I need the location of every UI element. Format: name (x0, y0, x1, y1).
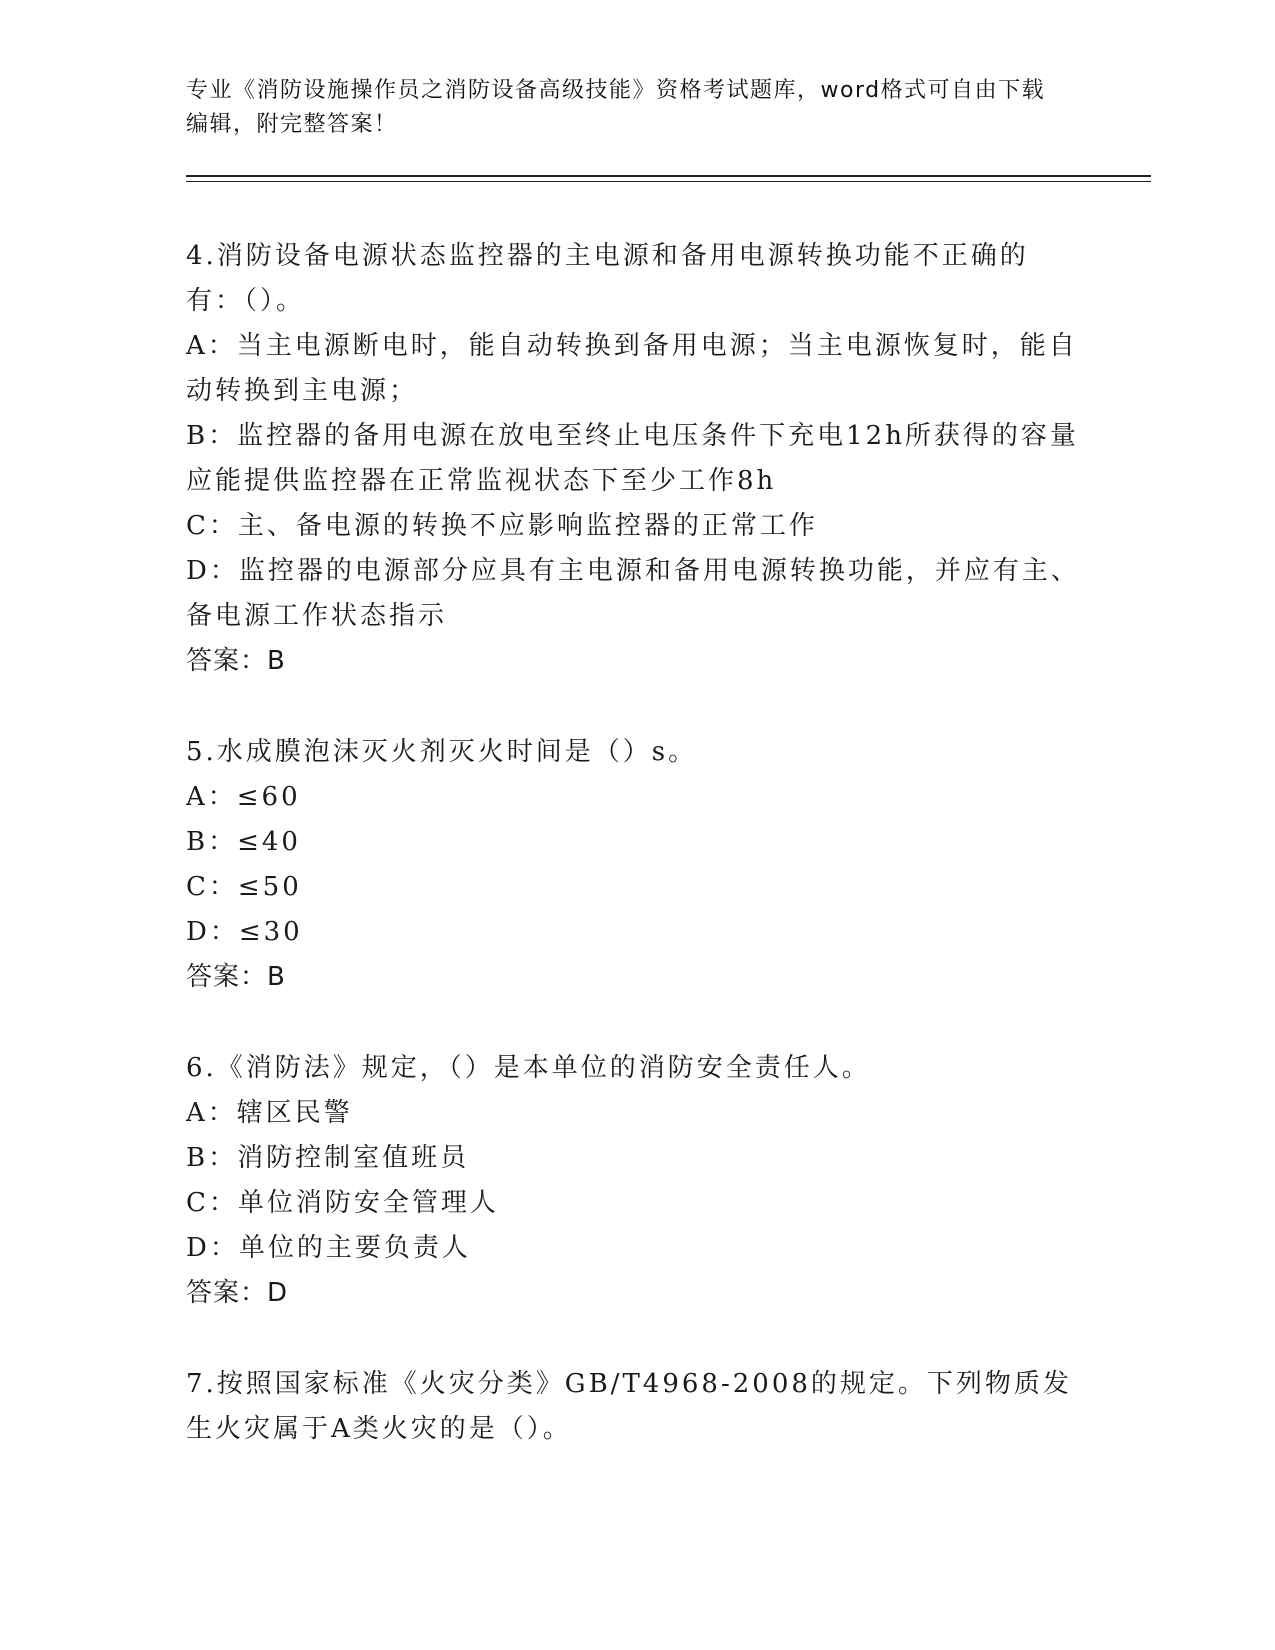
option-d: D：单位的主要负责人 (186, 1233, 471, 1263)
question-stem: 5.水成膜泡沫灭火剂灭火时间是（）s。 (186, 737, 698, 767)
option-a: A：当主电源断电时，能自动转换到备用电源；当主电源恢复时，能自动转换到主电源； (186, 331, 1078, 406)
answer-line: 答案：D (186, 1278, 289, 1308)
option-b: B：消防控制室值班员 (186, 1143, 470, 1173)
question-4 (186, 234, 1086, 684)
option-a: A：辖区民警 (186, 1098, 353, 1128)
option-b: B：监控器的备用电源在放电至终止电压条件下充电12h所获得的容量应能提供监控器在正常监视状态下至少工作8h (186, 421, 1079, 496)
answer-line: 答案：B (186, 646, 286, 676)
document-header: 专业《消防设施操作员之消防设备高级技能》资格考试题库，word格式可自由下载编辑，附完整答案！ (186, 78, 1046, 137)
option-c: C：≤50 (186, 872, 302, 902)
question-stem: 7.按照国家标准《火灾分类》GB/T4968-2008的规定。下列物质发生火灾属于A类火灾的是（）。 (186, 1369, 1072, 1444)
option-c: C：主、备电源的转换不应影响监控器的正常工作 (186, 511, 818, 541)
question-stem: 4.消防设备电源状态监控器的主电源和备用电源转换功能不正确的有：（）。 (186, 241, 1029, 316)
option-d: D：监控器的电源部分应具有主电源和备用电源转换功能，并应有主、备电源工作状态指示 (186, 556, 1080, 631)
option-d: D：≤30 (186, 917, 303, 947)
question-6 (186, 1046, 1086, 1316)
option-c: C：单位消防安全管理人 (186, 1188, 499, 1218)
header-divider (186, 175, 1151, 177)
option-b: B：≤40 (186, 827, 301, 857)
question-list (186, 234, 1086, 1452)
header-divider-thin (186, 181, 1151, 182)
answer-line: 答案：B (186, 962, 286, 992)
option-a: A：≤60 (186, 782, 301, 812)
question-stem: 6.《消防法》规定，（）是本单位的消防安全责任人。 (186, 1053, 871, 1083)
question-5 (186, 730, 1086, 1000)
question-7 (186, 1362, 1086, 1452)
